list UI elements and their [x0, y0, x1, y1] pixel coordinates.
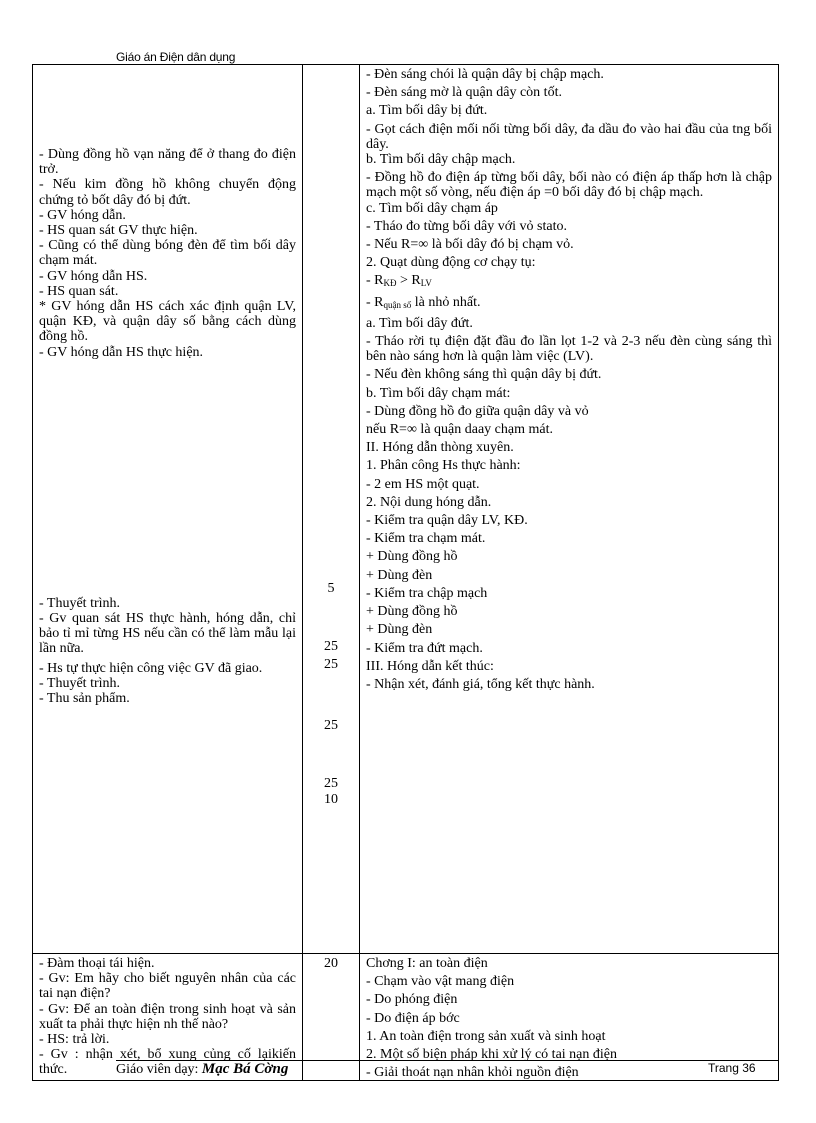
list-item: - Cũng có thể dùng bóng đèn để tìm bối dây chạm mát. — [39, 238, 296, 269]
list-item: - Do phóng điện — [366, 992, 458, 1008]
list-item: - $R_{quận số}$ là nhỏ nhất. — [366, 294, 481, 310]
lesson-table — [32, 64, 779, 1081]
list-item: - Gv quan sát HS thực hành, hóng dẫn, chỉ bảo tỉ mỉ từng HS nếu cần có thể làm mẫu lại lần nữa. — [39, 611, 296, 657]
list-item: III. Hóng dẫn kết thúc: — [366, 658, 494, 674]
list-item: + Dùng đồng hồ — [366, 549, 458, 565]
list-item: - Kiểm tra quận dây LV, KĐ. — [366, 513, 528, 529]
list-item: - Thuyết trình. — [39, 675, 121, 691]
list-item: - Đồng hồ đo điện áp từng bối dây, bối nào có điện áp thấp hơn là chập mạch một số vòng, nếu điện áp =0 bối dây đó bị chập mạch. — [366, 170, 772, 201]
list-item: - Nhận xét, đánh giá, tổng kết thực hành. — [366, 676, 595, 692]
list-item: - Đèn sáng mờ là quận dây còn tốt. — [366, 85, 562, 101]
footer-teacher — [116, 1061, 288, 1078]
list-item: - Thuyết trình. — [39, 595, 121, 611]
list-item: - Gv: Để an toàn điện trong sinh hoạt và sản xuất ta phải thực hiện nh thế nào? — [39, 1001, 296, 1032]
teacher-name: Mạc Bá Cờng — [201, 1061, 289, 1077]
list-item: - 2 em HS một quạt. — [366, 476, 480, 492]
list-item: - GV hóng dẫn HS thực hiện. — [39, 344, 204, 360]
time-value: 5 — [327, 581, 335, 596]
time-value: 25 — [324, 776, 338, 791]
list-item: b. Tìm bối dây chạm mát: — [366, 385, 511, 401]
list-item: - Dùng đồng hồ vạn năng để ở thang đo điện trở. — [39, 147, 296, 178]
list-item: * GV hóng dẫn HS cách xác định quận LV, quận KĐ, và quận dây số bằng cách dùng đồng hồ. — [39, 299, 296, 345]
list-item: - Gv: Em hãy cho biết nguyên nhân của các tai nạn điện? — [39, 971, 296, 1002]
list-item: 2. Nội dung hóng dẫn. — [366, 494, 492, 510]
list-item: - Nếu R=∞ là bối dây đó bị chạm vỏ. — [366, 237, 574, 253]
list-item: - Giải thoát nạn nhân khỏi nguồn điện — [366, 1065, 579, 1081]
list-item: - Kiểm tra đứt mạch. — [366, 640, 483, 656]
document-header: Giáo án Điện dân dụng — [116, 50, 236, 64]
list-item: + Dùng đèn — [366, 622, 433, 638]
list-item: - Đèn sáng chói là quận dây bị chập mạch. — [366, 67, 604, 82]
teacher-activity-cell — [33, 65, 303, 954]
teacher-label: Giáo viên dạy: — [116, 1062, 202, 1077]
list-item: + Dùng đồng hồ — [366, 604, 458, 620]
list-item: - Kiểm tra chập mạch — [366, 585, 488, 601]
list-item: - Đàm thoại tái hiện. — [39, 956, 155, 971]
list-item: - Do điện áp bớc — [366, 1010, 460, 1026]
list-item: - HS quan sát GV thực hiện. — [39, 223, 198, 239]
list-item: - Dùng đồng hồ đo giữa quận dây và vỏ — [366, 403, 589, 419]
list-item: II. Hóng dẫn thòng xuyên. — [366, 440, 514, 456]
list-item: - Tháo rời tụ điện đặt đầu đo lần lọt 1-2 và 2-3 nếu đèn cùng sáng thì bên nào sáng hơn là quận làm việc (LV). — [366, 334, 772, 365]
content-cell — [360, 65, 779, 954]
time-value: 25 — [324, 657, 338, 672]
list-item: - Gv : nhận xét, bổ xung củng cố lạikiến thức. — [39, 1047, 296, 1078]
list-item: - HS quan sát. — [39, 283, 119, 299]
list-item: nếu R=∞ là quận daay chạm mát. — [366, 422, 553, 438]
list-item: - GV hóng dẫn. — [39, 207, 126, 223]
list-item: 2. Quạt dùng động cơ chạy tụ: — [366, 255, 536, 271]
time-value: 10 — [324, 792, 338, 807]
list-item: - Kiểm tra chạm mát. — [366, 531, 486, 547]
list-item: - GV hóng dẫn HS. — [39, 268, 148, 284]
list-item: a. Tìm bối dây đứt. — [366, 315, 473, 331]
list-item: - Tháo đo từng bối dây với vỏ stato. — [366, 218, 567, 234]
list-item: - Hs tự thực hiện công việc GV đã giao. — [39, 660, 263, 676]
table-row — [33, 65, 779, 954]
time-cell — [303, 65, 360, 954]
list-item: - Chạm vào vật mang điện — [366, 974, 515, 990]
list-item: + Dùng đèn — [366, 567, 433, 583]
list-item: b. Tìm bối dây chập mạch. — [366, 152, 516, 168]
list-item: c. Tìm bối dây chạm áp — [366, 200, 498, 216]
list-item: - Nếu kim đồng hồ không chuyển động chứng tỏ bốt dây đó bị đứt. — [39, 177, 296, 208]
time-value: 25 — [324, 718, 338, 733]
time-value: 20 — [324, 956, 338, 971]
list-item: - HS: trả lời. — [39, 1032, 110, 1048]
list-item: 1. Phân công Hs thực hành: — [366, 458, 521, 474]
list-item: 2. Một số biện pháp khi xử lý có tai nạn điện — [366, 1047, 617, 1063]
list-item: 1. An toàn điện trong sản xuất và sinh hoạt — [366, 1028, 606, 1044]
page-number: Trang 36 — [708, 1061, 756, 1075]
list-item: - Thu sản phẩm. — [39, 691, 130, 707]
list-item: a. Tìm bối dây bị đứt. — [366, 103, 488, 119]
time-value: 25 — [324, 639, 338, 654]
list-item: - $R_{KĐ} > R_{LV}$ — [366, 273, 432, 289]
list-item: - Gọt cách điện mối nối từng bối dây, đa dầu đo vào hai đầu của tng bối dây. — [366, 121, 772, 152]
list-item: - Nếu đèn không sáng thì quận dây bị đứt. — [366, 367, 602, 383]
time-cell — [303, 954, 360, 1081]
list-item: Chơng I: an toàn điện — [366, 956, 488, 971]
